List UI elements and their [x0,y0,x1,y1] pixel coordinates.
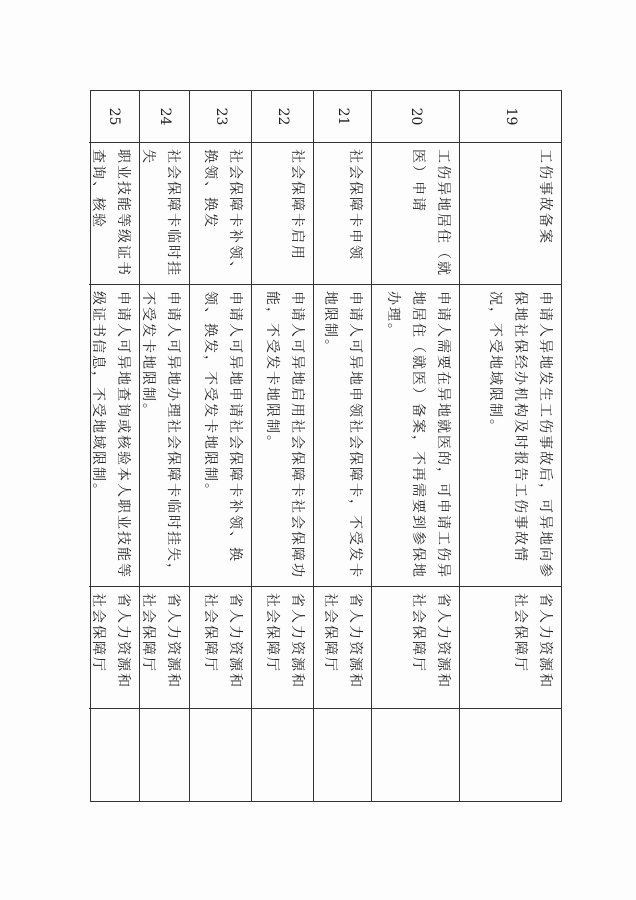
item-name: 工伤事故备案 [460,143,561,285]
responsible-department: 省人力资源和社会保障厅 [89,587,139,709]
table-row [89,91,139,801]
table-row [189,91,251,801]
responsible-department: 省人力资源和社会保障厅 [190,587,251,709]
table-row [371,91,459,801]
remarks-cell [190,709,251,803]
item-name: 社会保障卡临时挂失 [140,143,189,285]
row-number: 23 [190,91,251,143]
row-number: 21 [314,91,371,143]
item-name: 职业技能等级证书查询、核验 [89,143,139,285]
item-description: 申请人需要在异地就医的，可申请工伤异地居住（就医）备案，不再需要到参保地办理。 [372,285,459,587]
row-number: 25 [89,91,139,143]
item-description: 申请人异地发生工伤事故后，可异地向参保地社保经办机构及时报告工伤事故情况，不受地域限制。 [460,285,561,587]
item-name: 社会保障卡补领、换领、换发 [190,143,251,285]
table-row [313,91,371,801]
item-description: 申请人可异地办理社会保障卡临时挂失，不受发卡地限制。 [140,285,189,587]
document-page [90,90,562,802]
item-description: 申请人可异地查询或核验本人职业技能等级证书信息，不受地域限制。 [89,285,139,587]
item-name: 社会保障卡启用 [252,143,313,285]
service-table [90,90,562,802]
item-description: 申请人可异地申请社会保障卡补领、换领、换发，不受发卡地限制。 [190,285,251,587]
responsible-department: 省人力资源和社会保障厅 [252,587,313,709]
item-description: 申请人可异地启用社会保障卡社会保障功能，不受发卡地限制。 [252,285,313,587]
table-row [139,91,189,801]
responsible-department: 省人力资源和社会保障厅 [140,587,189,709]
remarks-cell [252,709,313,803]
responsible-department: 省人力资源和社会保障厅 [372,587,459,709]
remarks-cell [460,709,561,803]
responsible-department: 省人力资源和社会保障厅 [314,587,371,709]
row-number: 19 [460,91,561,143]
row-number: 20 [372,91,459,143]
item-name: 社会保障卡申领 [314,143,371,285]
remarks-cell [140,709,189,803]
table-row [459,91,561,801]
item-description: 申请人可异地申领社会保障卡，不受发卡地限制。 [314,285,371,587]
remarks-cell [89,709,139,803]
responsible-department: 省人力资源和社会保障厅 [460,587,561,709]
remarks-cell [372,709,459,803]
row-number: 24 [140,91,189,143]
item-name: 工伤异地居住（就医）申请 [372,143,459,285]
table-row [251,91,313,801]
remarks-cell [314,709,371,803]
row-number: 22 [252,91,313,143]
